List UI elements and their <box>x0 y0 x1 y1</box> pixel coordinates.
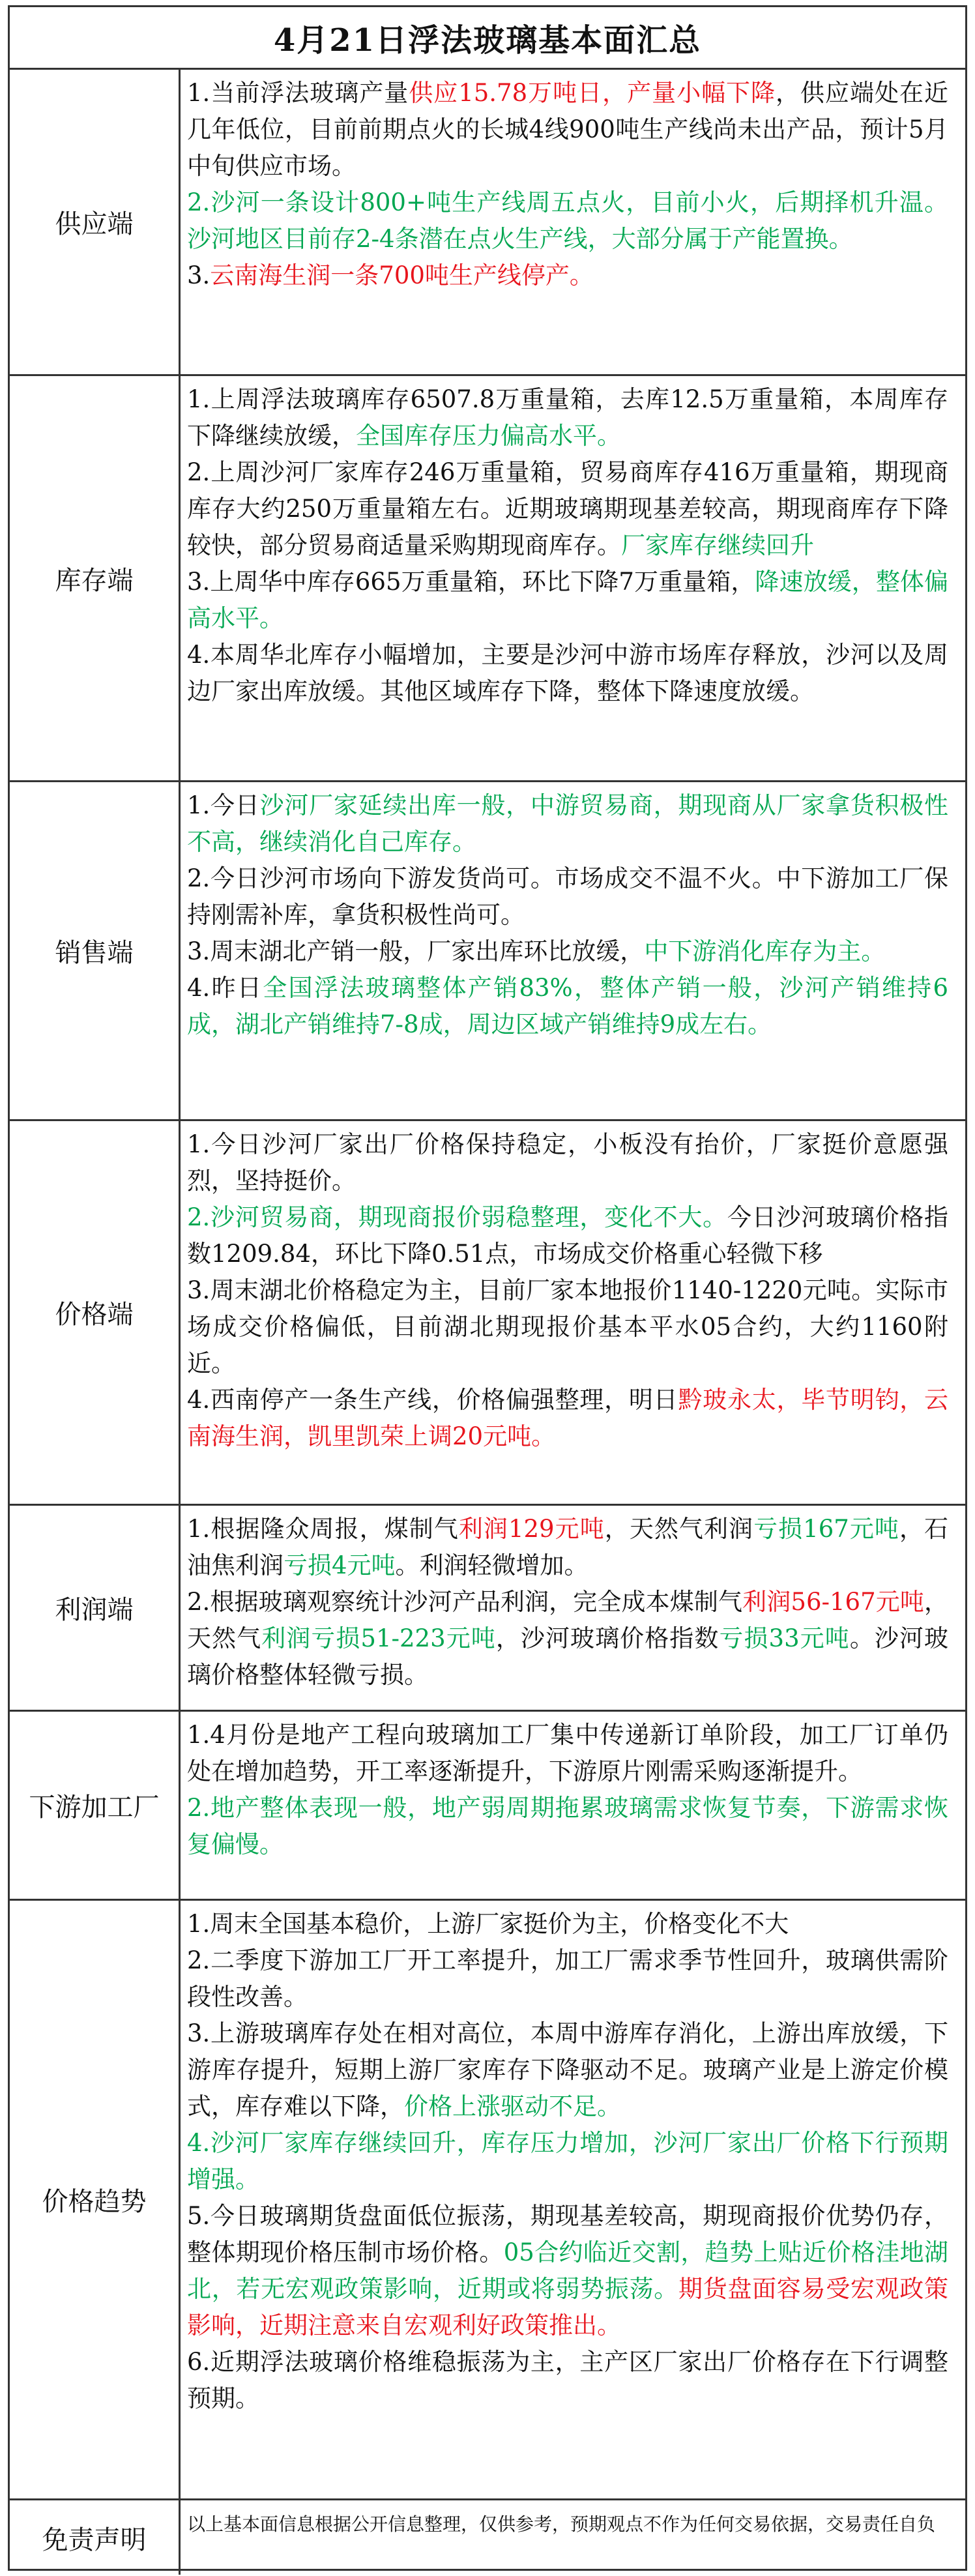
text-segment: 利润56-167元吨 <box>742 1588 924 1616</box>
section-content-sales <box>181 782 965 1119</box>
paragraph-item <box>187 1199 948 1272</box>
paragraph-item <box>187 1126 948 1199</box>
section-label-trend: 价格趋势 <box>10 1901 181 2498</box>
page-title: 4月21日浮法玻璃基本面汇总 <box>10 7 965 70</box>
text-segment: 1.周末全国基本稳价，上游厂家挺价为主，价格变化不大 <box>187 1910 789 1938</box>
paragraph-item <box>187 2125 948 2198</box>
text-segment: 2.根据玻璃观察统计沙河产品利润，完全成本煤制气 <box>187 1588 743 1616</box>
section-trend <box>10 1901 965 2500</box>
section-profit <box>10 1506 965 1712</box>
section-label-supply: 供应端 <box>10 70 181 374</box>
text-segment: 3. <box>187 261 211 289</box>
section-content-price <box>181 1121 965 1504</box>
section-disclaimer <box>10 2500 965 2575</box>
paragraph-item <box>187 2015 948 2125</box>
text-segment: 供应15.78万吨日，产量小幅下降 <box>409 79 776 107</box>
text-segment: 期货盘面容易受宏观政策影响，近期注意来自宏观利好政策推出。 <box>187 2275 948 2339</box>
paragraph-item <box>187 75 948 184</box>
paragraph-item <box>187 184 948 257</box>
text-segment: 云南海生润一条700吨生产线停产。 <box>210 261 594 289</box>
text-segment: 黔玻永太，毕节明钧，云南海生润，凯里凯荣上调20元吨。 <box>187 1386 948 1450</box>
section-content-inventory <box>181 376 965 780</box>
text-segment: 亏损167元吨 <box>753 1515 899 1543</box>
section-label-downstream: 下游加工厂 <box>10 1712 181 1899</box>
section-sales <box>10 782 965 1121</box>
text-segment: 1.当前浮法玻璃产量 <box>187 79 409 107</box>
text-segment: 4.西南停产一条生产线，价格偏强整理，明日 <box>187 1386 678 1414</box>
paragraph-item <box>187 970 948 1043</box>
paragraph-item <box>187 1942 948 2015</box>
text-segment: 今日沙河玻璃价格指数1209.84，环比下降0.51点，市场成交价格重心轻微下移 <box>187 1203 949 1268</box>
paragraph-item <box>187 1272 948 1382</box>
section-content-supply <box>181 70 965 374</box>
section-content-downstream <box>181 1712 965 1899</box>
text-segment: ，天然气 <box>187 1588 948 1652</box>
text-segment: ，沙河玻璃价格指数 <box>495 1624 720 1652</box>
text-segment: 1.根据隆众周报，煤制气 <box>187 1515 459 1543</box>
paragraph-item <box>187 381 948 454</box>
text-segment: 沙河厂家延续出库一般，中游贸易商，期现商从厂家拿货积极性不高，继续消化自己库存。 <box>187 791 948 856</box>
paragraph-item <box>187 1790 948 1863</box>
paragraph-item <box>187 933 948 970</box>
paragraph-item <box>187 1584 948 1693</box>
text-segment: 5.今日玻璃期货盘面低位振荡，期现基差较高，期现商报价优势仍存，整体期现价格压制市场价格。 <box>187 2202 948 2266</box>
section-price <box>10 1121 965 1506</box>
text-segment: 利润129元吨 <box>458 1515 605 1543</box>
text-segment: 1.今日 <box>187 791 260 819</box>
text-segment: 4.沙河厂家库存继续回升，库存压力增加，沙河厂家出厂价格下行预期增强。 <box>187 2129 948 2193</box>
text-segment: 05合约临近交割，趋势上贴近价格洼地湖北，若无宏观政策影响，近期或将弱势振荡。 <box>187 2238 948 2303</box>
paragraph-item <box>187 1382 948 1455</box>
paragraph-item <box>187 2344 948 2417</box>
text-segment: ，供应端处在近几年低位，目前前期点火的长城4线900吨生产线尚未出产品，预计5月中旬供应市场。 <box>187 79 948 180</box>
text-segment: 3.上周华中库存665万重量箱，环比下降7万重量箱， <box>187 568 755 596</box>
section-downstream <box>10 1712 965 1901</box>
text-segment: 全国库存压力偏高水平。 <box>356 422 621 450</box>
text-segment: 全国浮法玻璃整体产销83%，整体产销一般，沙河产销维持6成，湖北产销维持7-8成，周边区域产销维持9成左右。 <box>187 974 948 1038</box>
section-supply <box>10 70 965 376</box>
section-content-trend <box>181 1901 965 2498</box>
text-segment: 3.周末湖北产销一般，厂家出库环比放缓， <box>187 937 645 965</box>
text-segment: 2.沙河一条设计800+吨生产线周五点火，目前小火，后期择机升温。沙河地区目前存2-4条潜在点火生产线，大部分属于产能置换。 <box>187 188 948 253</box>
text-segment: 2.地产整体表现一般，地产弱周期拖累玻璃需求恢复节奏，下游需求恢复偏慢。 <box>187 1794 948 1858</box>
paragraph-item <box>187 1906 948 1942</box>
paragraph-item <box>187 860 948 933</box>
section-label-price: 价格端 <box>10 1121 181 1504</box>
text-segment: 2.上周沙河厂家库存246万重量箱，贸易商库存416万重量箱，期现商库存大约250万重量箱左右。近期玻璃期现基差较高，期现商库存下降较快，部分贸易商适量采购期现商库存。 <box>187 458 948 559</box>
section-label-disclaimer: 免责声明 <box>10 2500 181 2575</box>
paragraph-item <box>187 637 948 710</box>
text-segment: 1.今日沙河厂家出厂价格保持稳定，小板没有抬价，厂家挺价意愿强烈，坚持挺价。 <box>187 1130 948 1195</box>
text-segment: 厂家库存继续回升 <box>621 531 814 559</box>
text-segment: 利润亏损51-223元吨 <box>261 1624 496 1652</box>
paragraph-item <box>187 257 948 294</box>
text-segment: 2.二季度下游加工厂开工率提升，加工厂需求季节性回升，玻璃供需阶段性改善。 <box>187 1946 948 2011</box>
paragraph-item <box>187 564 948 637</box>
text-segment: 。沙河玻璃价格整体轻微亏损。 <box>187 1624 948 1689</box>
text-segment: 亏损33元吨 <box>719 1624 850 1652</box>
text-segment: 3.上游玻璃库存处在相对高位，本周中游库存消化，上游出库放缓，下游库存提升，短期上游厂家库存下降驱动不足。玻璃产业是上游定价模式，库存难以下降， <box>187 2019 948 2120</box>
section-inventory <box>10 376 965 782</box>
text-segment: ，天然气利润 <box>604 1515 754 1543</box>
text-segment: ，石油焦利润 <box>187 1515 949 1579</box>
text-segment: 。利润轻微增加。 <box>395 1551 589 1579</box>
paragraph-item <box>187 1511 948 1584</box>
text-segment: 亏损4元吨 <box>284 1551 396 1579</box>
text-segment: 1.上周浮法玻璃库存6507.8万重量箱，去库12.5万重量箱，本周库存下降继续放缓， <box>187 385 948 450</box>
text-segment: 4.昨日 <box>187 974 263 1002</box>
paragraph-item <box>187 2198 948 2344</box>
text-segment: 1.4月份是地产工程向玻璃加工厂集中传递新订单阶段，加工厂订单仍处在增加趋势，开工率逐渐提升，下游原片刚需采购逐渐提升。 <box>187 1721 948 1785</box>
section-label-inventory: 库存端 <box>10 376 181 780</box>
section-label-sales: 销售端 <box>10 782 181 1119</box>
text-segment: 3.周末湖北价格稳定为主，目前厂家本地报价1140-1220元吨。实际市场成交价格偏低，目前湖北期现报价基本平水05合约，大约1160附近。 <box>187 1276 948 1377</box>
section-label-profit: 利润端 <box>10 1506 181 1710</box>
text-segment: 中下游消化库存为主。 <box>644 937 886 965</box>
section-content-profit <box>181 1506 965 1710</box>
summary-table <box>8 5 967 2571</box>
text-segment: 4.本周华北库存小幅增加，主要是沙河中游市场库存释放，沙河以及周边厂家出库放缓。其他区域库存下降，整体下降速度放缓。 <box>187 641 948 705</box>
text-segment: 降速放缓，整体偏高水平。 <box>187 568 948 632</box>
paragraph-item <box>187 454 948 564</box>
paragraph-item <box>187 1717 948 1790</box>
text-segment: 6.近期浮法玻璃价格维稳振荡为主，主产区厂家出厂价格存在下行调整预期。 <box>187 2348 948 2412</box>
paragraph-item <box>187 787 948 860</box>
text-segment: 价格上涨驱动不足。 <box>404 2092 621 2120</box>
disclaimer-text: 以上基本面信息根据公开信息整理，仅供参考，预期观点不作为任何交易依据，交易责任自负 <box>187 2513 936 2535</box>
text-segment: 2.今日沙河市场向下游发货尚可。市场成交不温不火。中下游加工厂保持刚需补库，拿货积极性尚可。 <box>187 864 948 929</box>
text-segment: 2.沙河贸易商，期现商报价弱稳整理，变化不大。 <box>187 1203 727 1231</box>
